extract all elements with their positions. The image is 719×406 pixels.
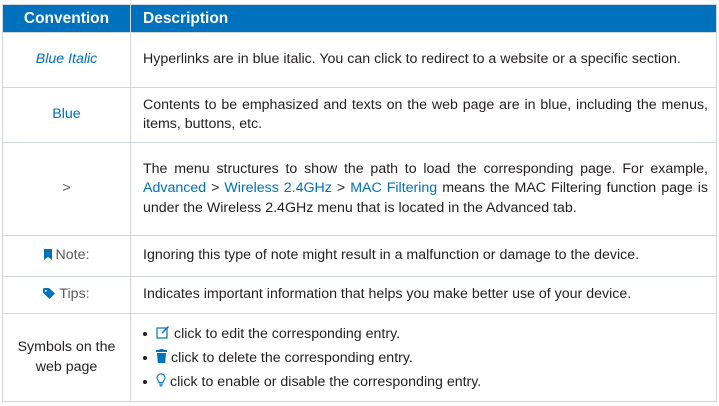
convention-symbols: Symbols on the web page xyxy=(17,339,116,375)
convention-cell xyxy=(3,88,131,143)
list-item xyxy=(139,346,708,370)
description-cell: Indicates important information that helps you make better use of your device. xyxy=(131,277,717,314)
convention-cell xyxy=(3,33,131,88)
menu-separator: > xyxy=(331,180,351,197)
convention-tips: Tips: xyxy=(59,285,90,302)
bookmark-icon xyxy=(44,247,52,267)
description-cell xyxy=(131,314,717,402)
description-cell xyxy=(131,143,717,236)
convention-menu-separator: > xyxy=(62,180,71,197)
link-wireless[interactable]: Wireless 2.4GHz xyxy=(224,180,332,197)
header-convention: Convention xyxy=(3,5,131,33)
symbol-text: click to edit the corresponding entry. xyxy=(174,325,401,342)
edit-icon xyxy=(156,323,170,347)
table-row xyxy=(3,236,717,277)
header-description: Description xyxy=(131,5,717,33)
bulb-icon xyxy=(156,371,166,395)
list-item xyxy=(139,370,708,394)
menu-path-text-before: The menu structures to show the path to load the corresponding page. For example, xyxy=(143,160,708,177)
convention-cell xyxy=(3,236,131,277)
convention-blue-italic: Blue Italic xyxy=(35,51,98,68)
symbol-text: click to enable or disable the corresponding entry. xyxy=(170,373,482,390)
table-row xyxy=(3,314,717,402)
menu-separator: > xyxy=(206,180,225,197)
table-row xyxy=(3,277,717,314)
convention-blue: Blue xyxy=(52,106,81,123)
table-row xyxy=(3,88,717,143)
description-cell: Hyperlinks are in blue italic. You can click to redirect to a website or a specific section. xyxy=(131,33,717,88)
bullet xyxy=(143,356,147,360)
header-row xyxy=(3,5,717,33)
symbols-list xyxy=(139,322,708,394)
tag-icon xyxy=(43,286,55,306)
bullet xyxy=(143,332,147,336)
menu-path-text-after: means the MAC Filtering function page is under the Wireless 2.4GHz menu that is located in the Advanced tab. xyxy=(143,180,709,216)
description-cell: Contents to be emphasized and texts on the web page are in blue, including the menus, items, buttons, etc. xyxy=(131,88,717,143)
convention-cell xyxy=(3,143,131,236)
bullet xyxy=(143,380,147,384)
link-advanced[interactable]: Advanced xyxy=(143,180,207,197)
convention-note: Note: xyxy=(55,246,90,263)
description-cell: Ignoring this type of note might result in a malfunction or damage to the device. xyxy=(131,236,717,277)
convention-cell xyxy=(3,277,131,314)
table-row xyxy=(3,33,717,88)
conventions-table xyxy=(2,4,717,402)
symbol-text: click to delete the corresponding entry. xyxy=(171,349,413,366)
link-mac-filtering[interactable]: MAC Filtering xyxy=(350,180,438,197)
table-row xyxy=(3,143,717,236)
trash-icon xyxy=(156,347,167,371)
convention-cell xyxy=(3,314,131,402)
list-item xyxy=(139,322,708,346)
